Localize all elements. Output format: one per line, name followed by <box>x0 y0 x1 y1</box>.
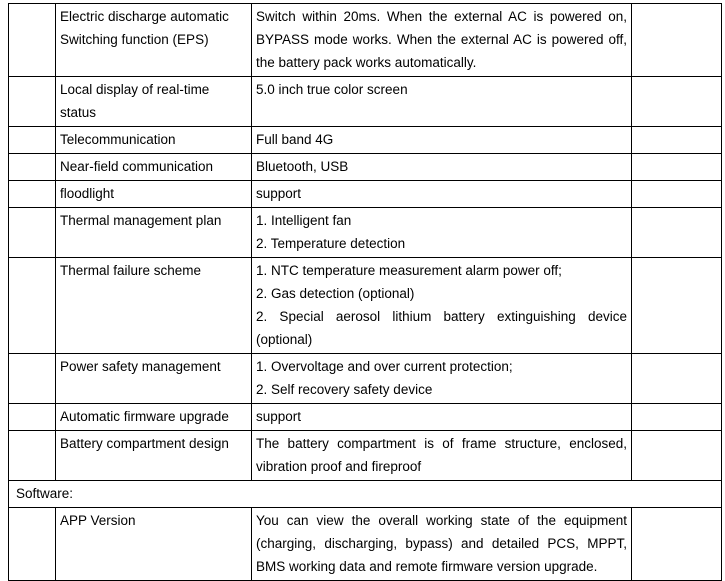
value-line: The battery compartment is of frame structure, enclosed, vibration proof and fireproof <box>256 436 627 474</box>
value-line: Bluetooth, USB <box>256 159 349 174</box>
index-cell <box>9 354 56 404</box>
value-line: support <box>256 409 302 424</box>
table-row <box>9 508 722 581</box>
value-line: 1. Intelligent fan <box>256 213 352 228</box>
index-cell <box>9 431 56 481</box>
index-cell <box>9 208 56 258</box>
remark-cell <box>632 77 722 127</box>
table-row <box>9 127 722 154</box>
table-row <box>9 354 722 404</box>
index-cell <box>9 154 56 181</box>
value-cell <box>252 258 632 354</box>
spec-table-body <box>9 4 722 581</box>
table-row <box>9 154 722 181</box>
section-row <box>9 481 722 508</box>
feature-cell: Thermal management plan <box>56 208 252 258</box>
spec-table <box>8 3 722 581</box>
value-cell <box>252 154 632 181</box>
feature-cell: Electric discharge automatic Switching function (EPS) <box>56 4 252 77</box>
value-line: 1. Overvoltage and over current protection; <box>256 359 513 374</box>
value-cell <box>252 127 632 154</box>
feature-cell: floodlight <box>56 181 252 208</box>
index-cell <box>9 4 56 77</box>
value-line: Switch within 20ms. When the external AC is powered on, BYPASS mode works. When the external AC is powered off, the battery pack works automatically. <box>256 9 627 70</box>
remark-cell <box>632 154 722 181</box>
index-cell <box>9 77 56 127</box>
table-row <box>9 431 722 481</box>
feature-cell: Thermal failure scheme <box>56 258 252 354</box>
value-cell <box>252 431 632 481</box>
value-cell <box>252 181 632 208</box>
remark-cell <box>632 208 722 258</box>
index-cell <box>9 404 56 431</box>
table-row <box>9 181 722 208</box>
value-line: You can view the overall working state of the equipment (charging, discharging, bypass) and detailed PCS, MPPT, BMS working data and remote firmware version upgrade. <box>256 513 627 574</box>
value-cell <box>252 404 632 431</box>
value-line: 2. Self recovery safety device <box>256 382 433 397</box>
table-row <box>9 4 722 77</box>
value-cell <box>252 354 632 404</box>
remark-cell <box>632 258 722 354</box>
table-row <box>9 258 722 354</box>
value-line: Full band 4G <box>256 132 334 147</box>
feature-cell: Telecommunication <box>56 127 252 154</box>
remark-cell <box>632 404 722 431</box>
value-line: 1. NTC temperature measurement alarm power off; <box>256 263 562 278</box>
feature-cell: Battery compartment design <box>56 431 252 481</box>
feature-cell: Power safety management <box>56 354 252 404</box>
feature-cell: Local display of real-time status <box>56 77 252 127</box>
table-row <box>9 404 722 431</box>
remark-cell <box>632 431 722 481</box>
table-row <box>9 208 722 258</box>
value-line: 2. Gas detection (optional) <box>256 286 415 301</box>
index-cell <box>9 508 56 581</box>
index-cell <box>9 181 56 208</box>
value-cell <box>252 508 632 581</box>
remark-cell <box>632 508 722 581</box>
index-cell <box>9 127 56 154</box>
index-cell <box>9 258 56 354</box>
value-cell <box>252 4 632 77</box>
remark-cell <box>632 181 722 208</box>
remark-cell <box>632 354 722 404</box>
section-label: Software: <box>9 481 722 508</box>
feature-cell: Near-field communication <box>56 154 252 181</box>
remark-cell <box>632 4 722 77</box>
value-cell <box>252 208 632 258</box>
value-line: 2. Special aerosol lithium battery extinguishing device (optional) <box>256 309 627 347</box>
feature-cell: Automatic firmware upgrade <box>56 404 252 431</box>
remark-cell <box>632 127 722 154</box>
value-line: 5.0 inch true color screen <box>256 82 408 97</box>
value-cell <box>252 77 632 127</box>
value-line: support <box>256 186 302 201</box>
table-row <box>9 77 722 127</box>
value-line: 2. Temperature detection <box>256 236 406 251</box>
feature-cell: APP Version <box>56 508 252 581</box>
